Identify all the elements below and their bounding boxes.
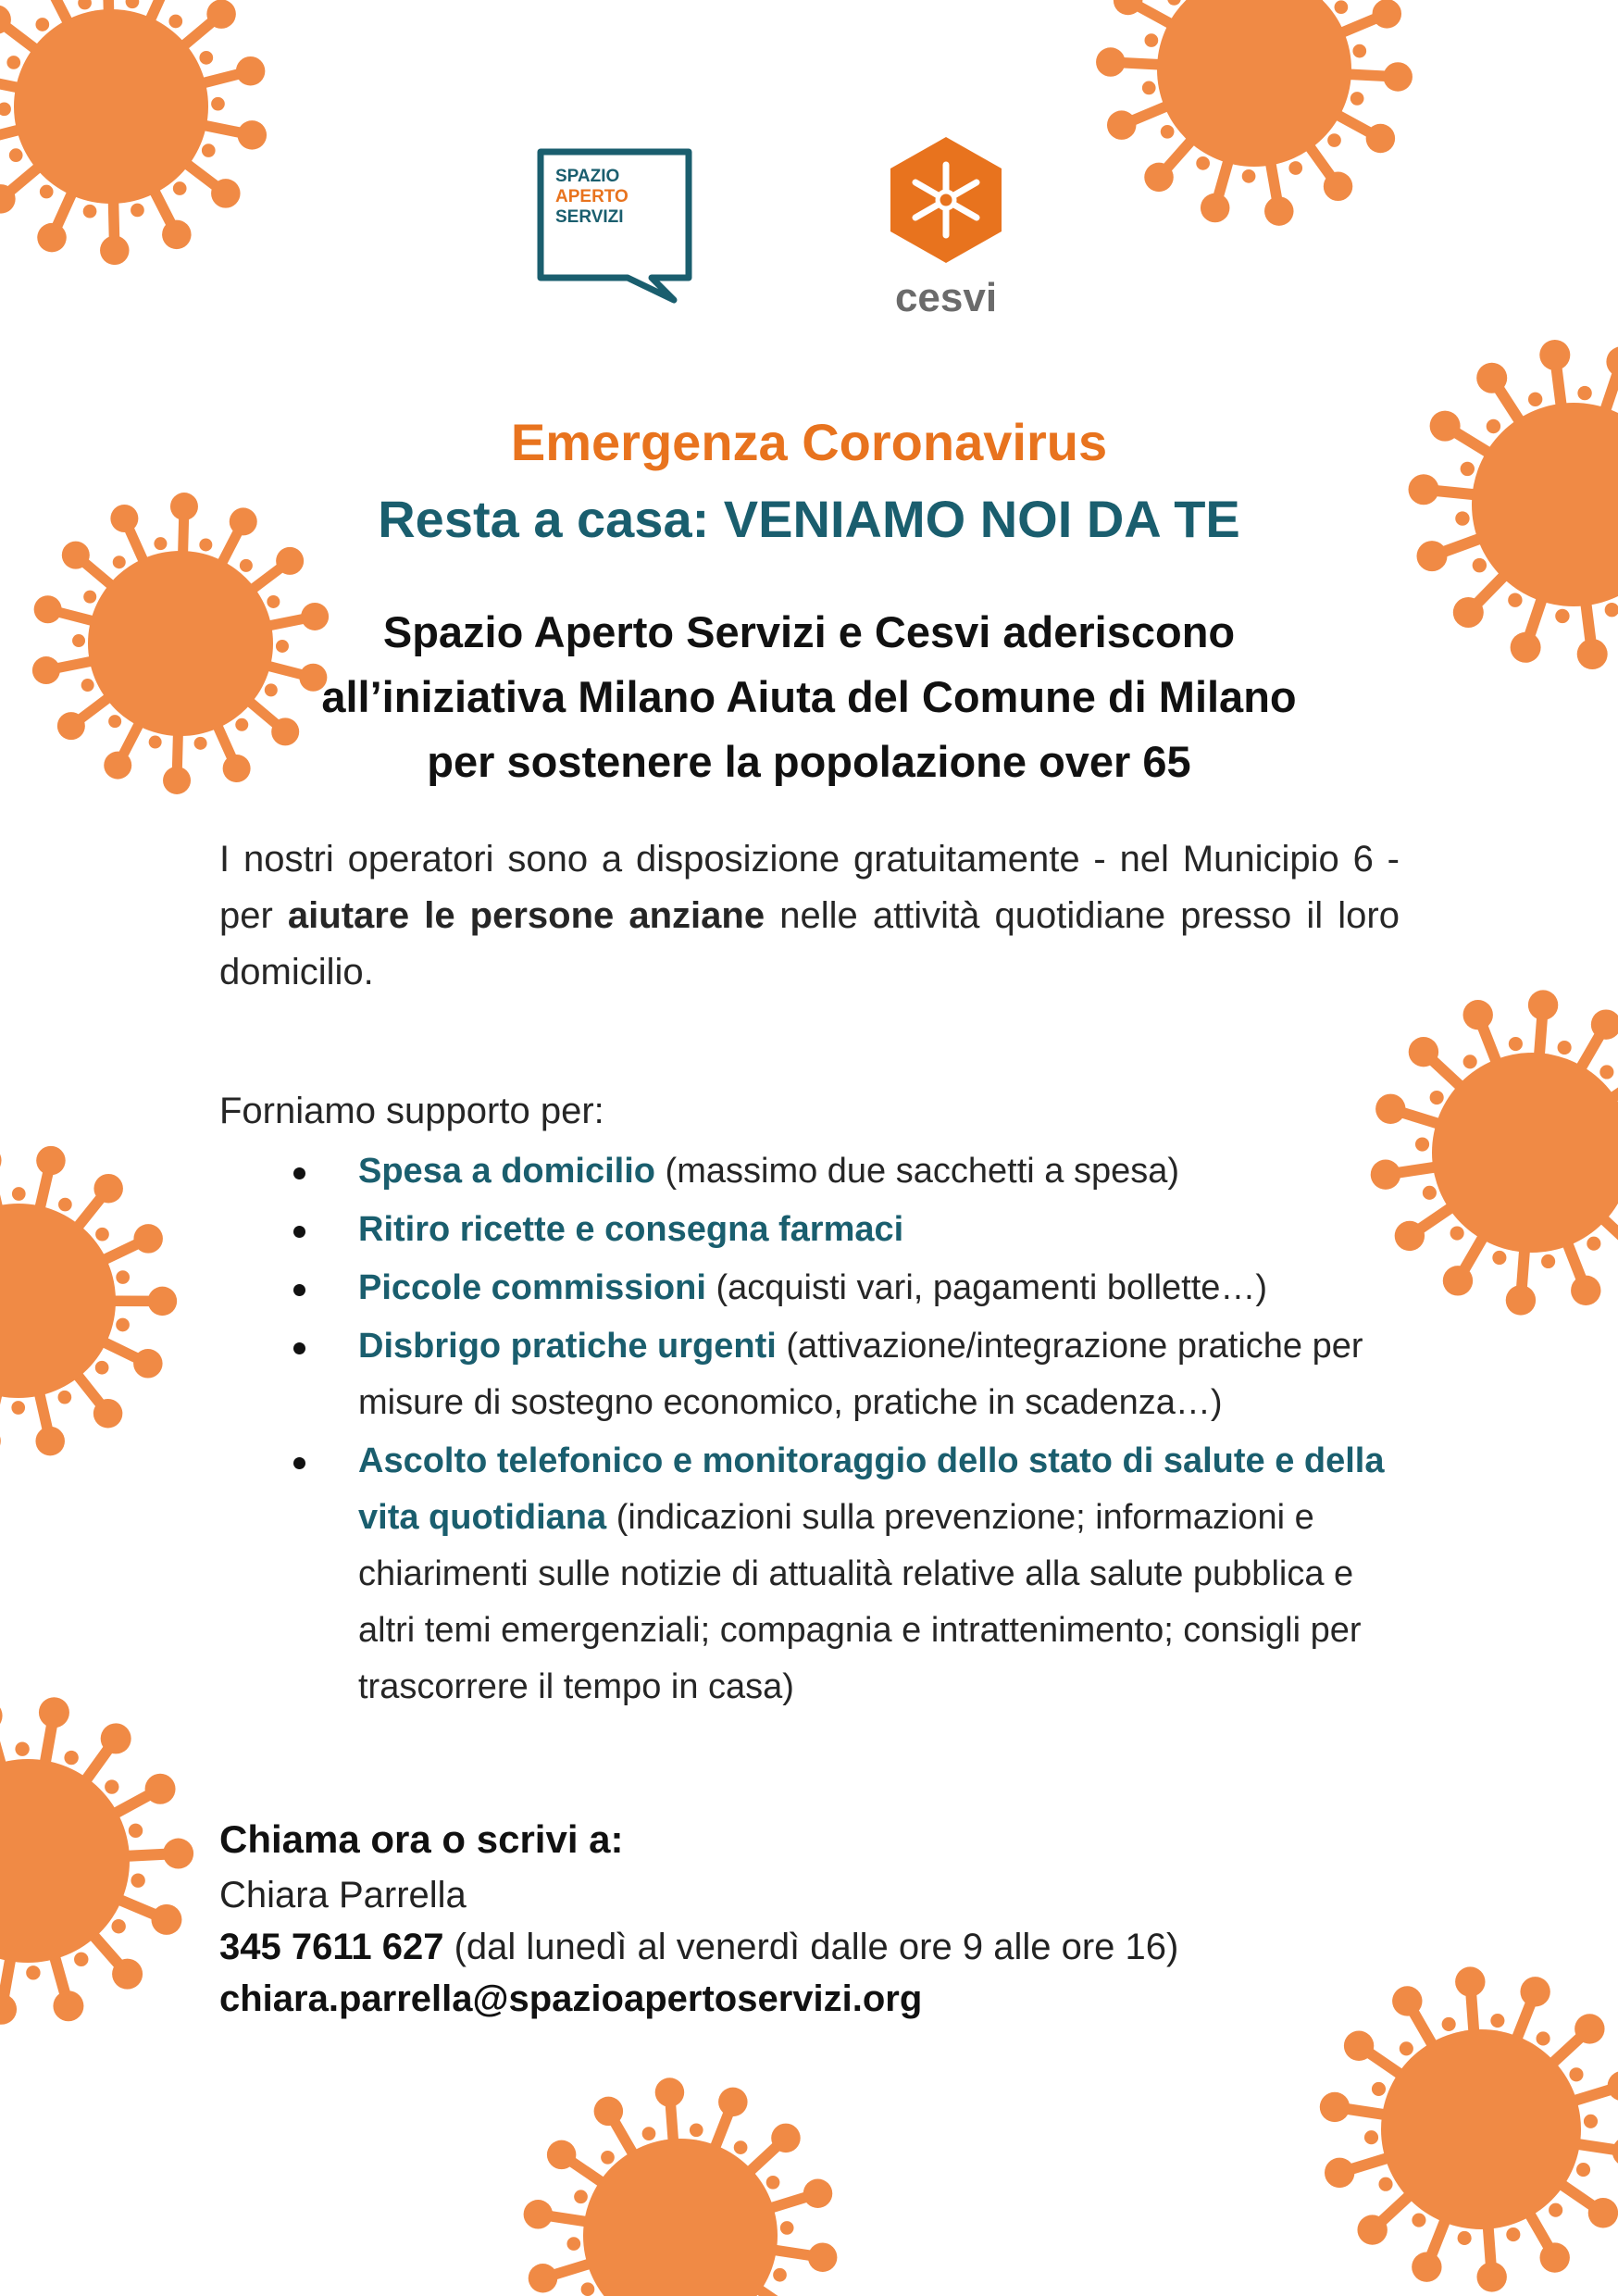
support-item [219, 1202, 1413, 1258]
support-item-lead: Ascolto telefonico e monitoraggio dello stato di salute e della vita quotidiana [358, 1441, 1385, 1537]
sas-logo-line-3: SERVIZI [555, 207, 624, 227]
support-item-detail: (indicazioni sulla prevenzione; informazioni e chiarimenti sulle notizie di attualità relative alla salute pubblica e altri temi emergenziali; compagnia e intrattenimento; consigli per trascorrere il tempo in casa) [358, 1498, 1362, 1706]
bullet-icon [293, 1342, 305, 1354]
intro-line: Spazio Aperto Servizi e Cesvi aderiscono [382, 607, 1236, 656]
support-item [219, 1143, 1413, 1200]
headline-emergency: Emergenza Coronavirus [510, 413, 1108, 471]
intro-line: all’iniziativa Milano Aiuta del Comune di Milano [321, 672, 1297, 721]
support-item-lead: Ritiro ricette e consegna farmaci [358, 1210, 904, 1249]
cesvi-logo [884, 135, 1009, 320]
support-item-detail: (attivazione/integrazione pratiche per misure di sostegno economico, pratiche in scadenza…) [358, 1327, 1363, 1422]
intro-block [222, 600, 1396, 794]
support-item [219, 1433, 1413, 1716]
bullet-icon [293, 1457, 305, 1469]
headline-stay-home: Resta a casa: VENIAMO NOI DA TE [378, 490, 1240, 548]
support-item-detail: (acquisti vari, pagamenti bollette…) [705, 1268, 1268, 1307]
bullet-icon [293, 1167, 305, 1179]
contact-hours: (dal lunedì al venerdì dalle ore 9 alle ore 16) [443, 1927, 1179, 1967]
contact-email[interactable]: chiara.parrella@spazioapertoservizi.org [219, 1978, 923, 2019]
contact-title: Chiama ora o scrivi a: [219, 1817, 624, 1861]
description-paragraph [219, 831, 1400, 1001]
support-item [219, 1318, 1413, 1431]
support-list [219, 1143, 1413, 1717]
paragraph-emphasis: aiutare le persone anziane [287, 895, 765, 936]
intro-line: per sostenere la popolazione over 65 [427, 737, 1191, 786]
support-title: Forniamo supporto per: [219, 1091, 604, 1131]
sas-logo-line-2: APERTO [555, 187, 629, 206]
contact-name: Chiara Parrella [219, 1875, 467, 1915]
support-item-lead: Disbrigo pratiche urgenti [358, 1327, 777, 1366]
support-item-detail: (massimo due sacchetti a spesa) [655, 1152, 1180, 1191]
sas-logo-line-1: SPAZIO [555, 167, 620, 186]
contact-phone-line [219, 1921, 1178, 1973]
bullet-icon [293, 1226, 305, 1238]
support-item [219, 1260, 1413, 1316]
support-item-lead: Piccole commissioni [358, 1268, 706, 1307]
cesvi-wordmark: cesvi [894, 275, 998, 320]
contact-phone[interactable]: 345 7611 627 [219, 1927, 444, 1967]
bullet-icon [293, 1284, 305, 1296]
support-item-lead: Spesa a domicilio [358, 1152, 655, 1191]
contact-email-line [219, 1973, 1178, 2025]
paragraph-text-before: I nostri operatori sono a disposizione gratuitamente - nel Municipio 6 - per [219, 839, 1400, 936]
contact-block [219, 1810, 1178, 2025]
paragraph-text-after: nelle attività quotidiane presso il loro domicilio. [219, 895, 1400, 992]
spazio-aperto-servizi-logo [535, 146, 694, 304]
